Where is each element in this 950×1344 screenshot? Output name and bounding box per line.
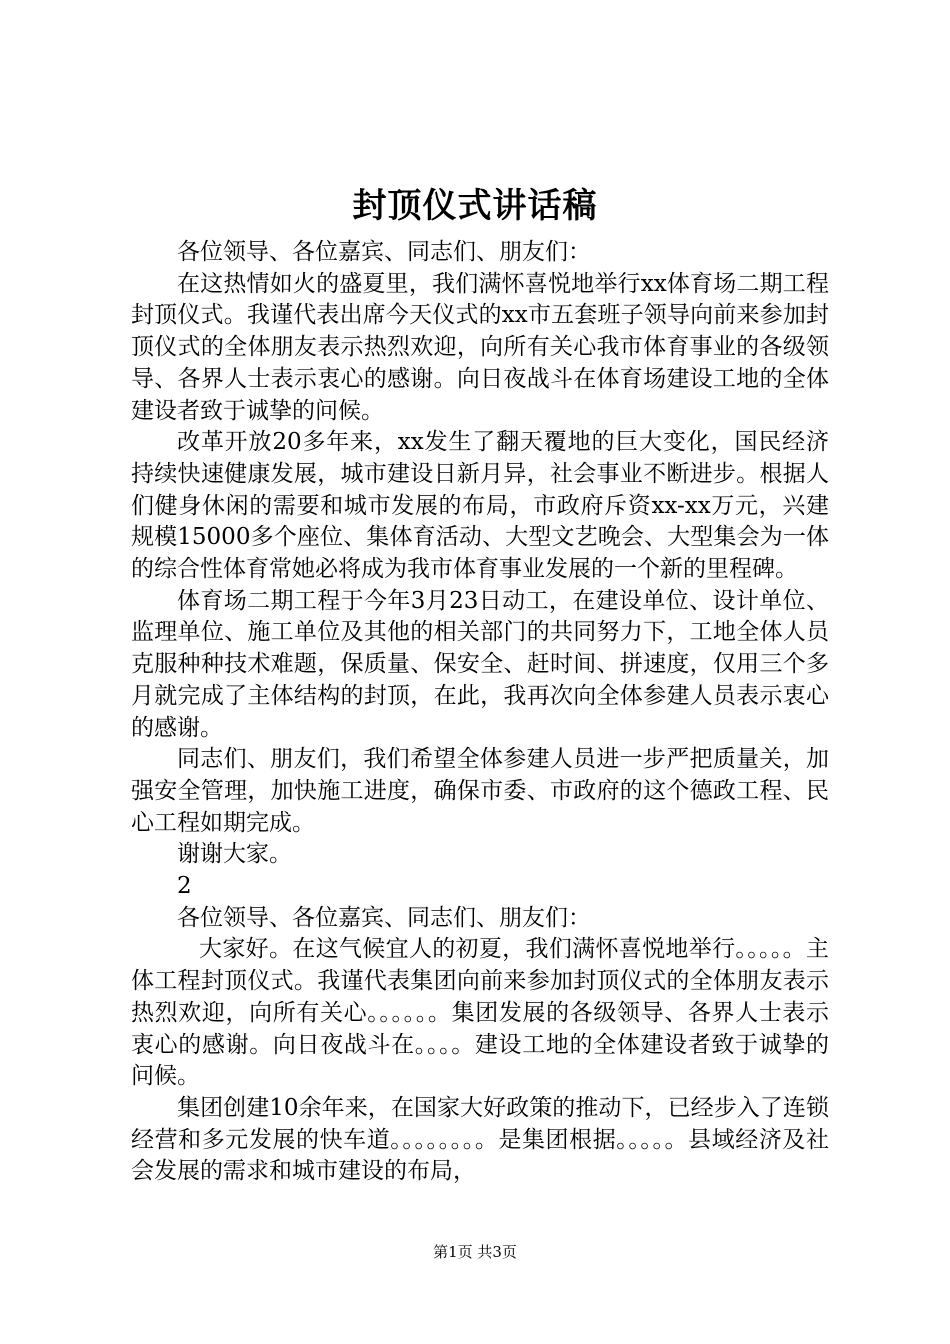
page-total: 共3页 <box>477 1243 517 1261</box>
paragraph: 体育场二期工程于今年3月23日动工，在建设单位、设计单位、监理单位、施工单位及其他的相关部门的共同努力下，工地全体人员克服种种技术难题，保质量、保安全、赶时间、拼速度，仅用三个多月就完成了主体结构的封顶，在此，我再次向全体参建人员表示衷心的感谢。 <box>131 587 829 741</box>
document-body <box>131 237 829 1188</box>
paragraph: 同志们、朋友们，我们希望全体参建人员进一步严把质量关，加强安全管理，加快施工进度，确保市委、市政府的这个德政工程、民心工程如期完成。 <box>131 746 829 836</box>
paragraph-closing: 谢谢大家。 <box>177 841 292 868</box>
section-number: 2 <box>177 873 192 900</box>
page-number: 第1页 <box>433 1243 473 1261</box>
paragraph: 改革开放20多年来，xx发生了翻天覆地的巨大变化，国民经济持续快速健康发展，城市建设日新月异，社会事业不断进步。根据人们健身休闲的需要和城市发展的布局，市政府斥资xx-xx万元，兴建规模15000多个座位、集体育活动、大型文艺晚会、大型集会为一体的综合性体育常她必将成为我市体育事业发展的一个新的里程碑。 <box>131 429 829 583</box>
paragraph-salutation: 各位领导、各位嘉宾、同志们、朋友们： <box>177 239 591 265</box>
paragraph: 集团创建10余年来，在国家大好政策的推动下，已经步入了连锁经营和多元发展的快车道。。。。。。。。是集团根据。。。。。县域经济及社会发展的需求和城市建设的布局， <box>131 1094 829 1185</box>
paragraph: 大家好。在这气候宜人的初夏，我们满怀喜悦地举行。。。。。主体工程封顶仪式。我谨代表集团向前来参加封顶仪式的全体朋友表示热烈欢迎，向所有关心。。。。。。集团发展的各级领导、各界人士表示衷心的感谢。向日夜战斗在。。。。建设工地的全体建设者致于诚挚的问候。 <box>131 936 829 1090</box>
paragraph-salutation: 各位领导、各位嘉宾、同志们、朋友们： <box>177 904 591 931</box>
page-footer <box>0 1242 950 1262</box>
paragraph: 在这热情如火的盛夏里，我们满怀喜悦地举行xx体育场二期工程封顶仪式。我谨代表出席今天仪式的xx市五套班子领导向前来参加封顶仪式的全体朋友表示热烈欢迎，向所有关心我市体育事业的各级领导、各界人士表示衷心的感谢。向日夜战斗在体育场建设工地的全体建设者致于诚挚的问候。 <box>131 270 829 424</box>
document-title: 封顶仪式讲话稿 <box>352 186 598 226</box>
